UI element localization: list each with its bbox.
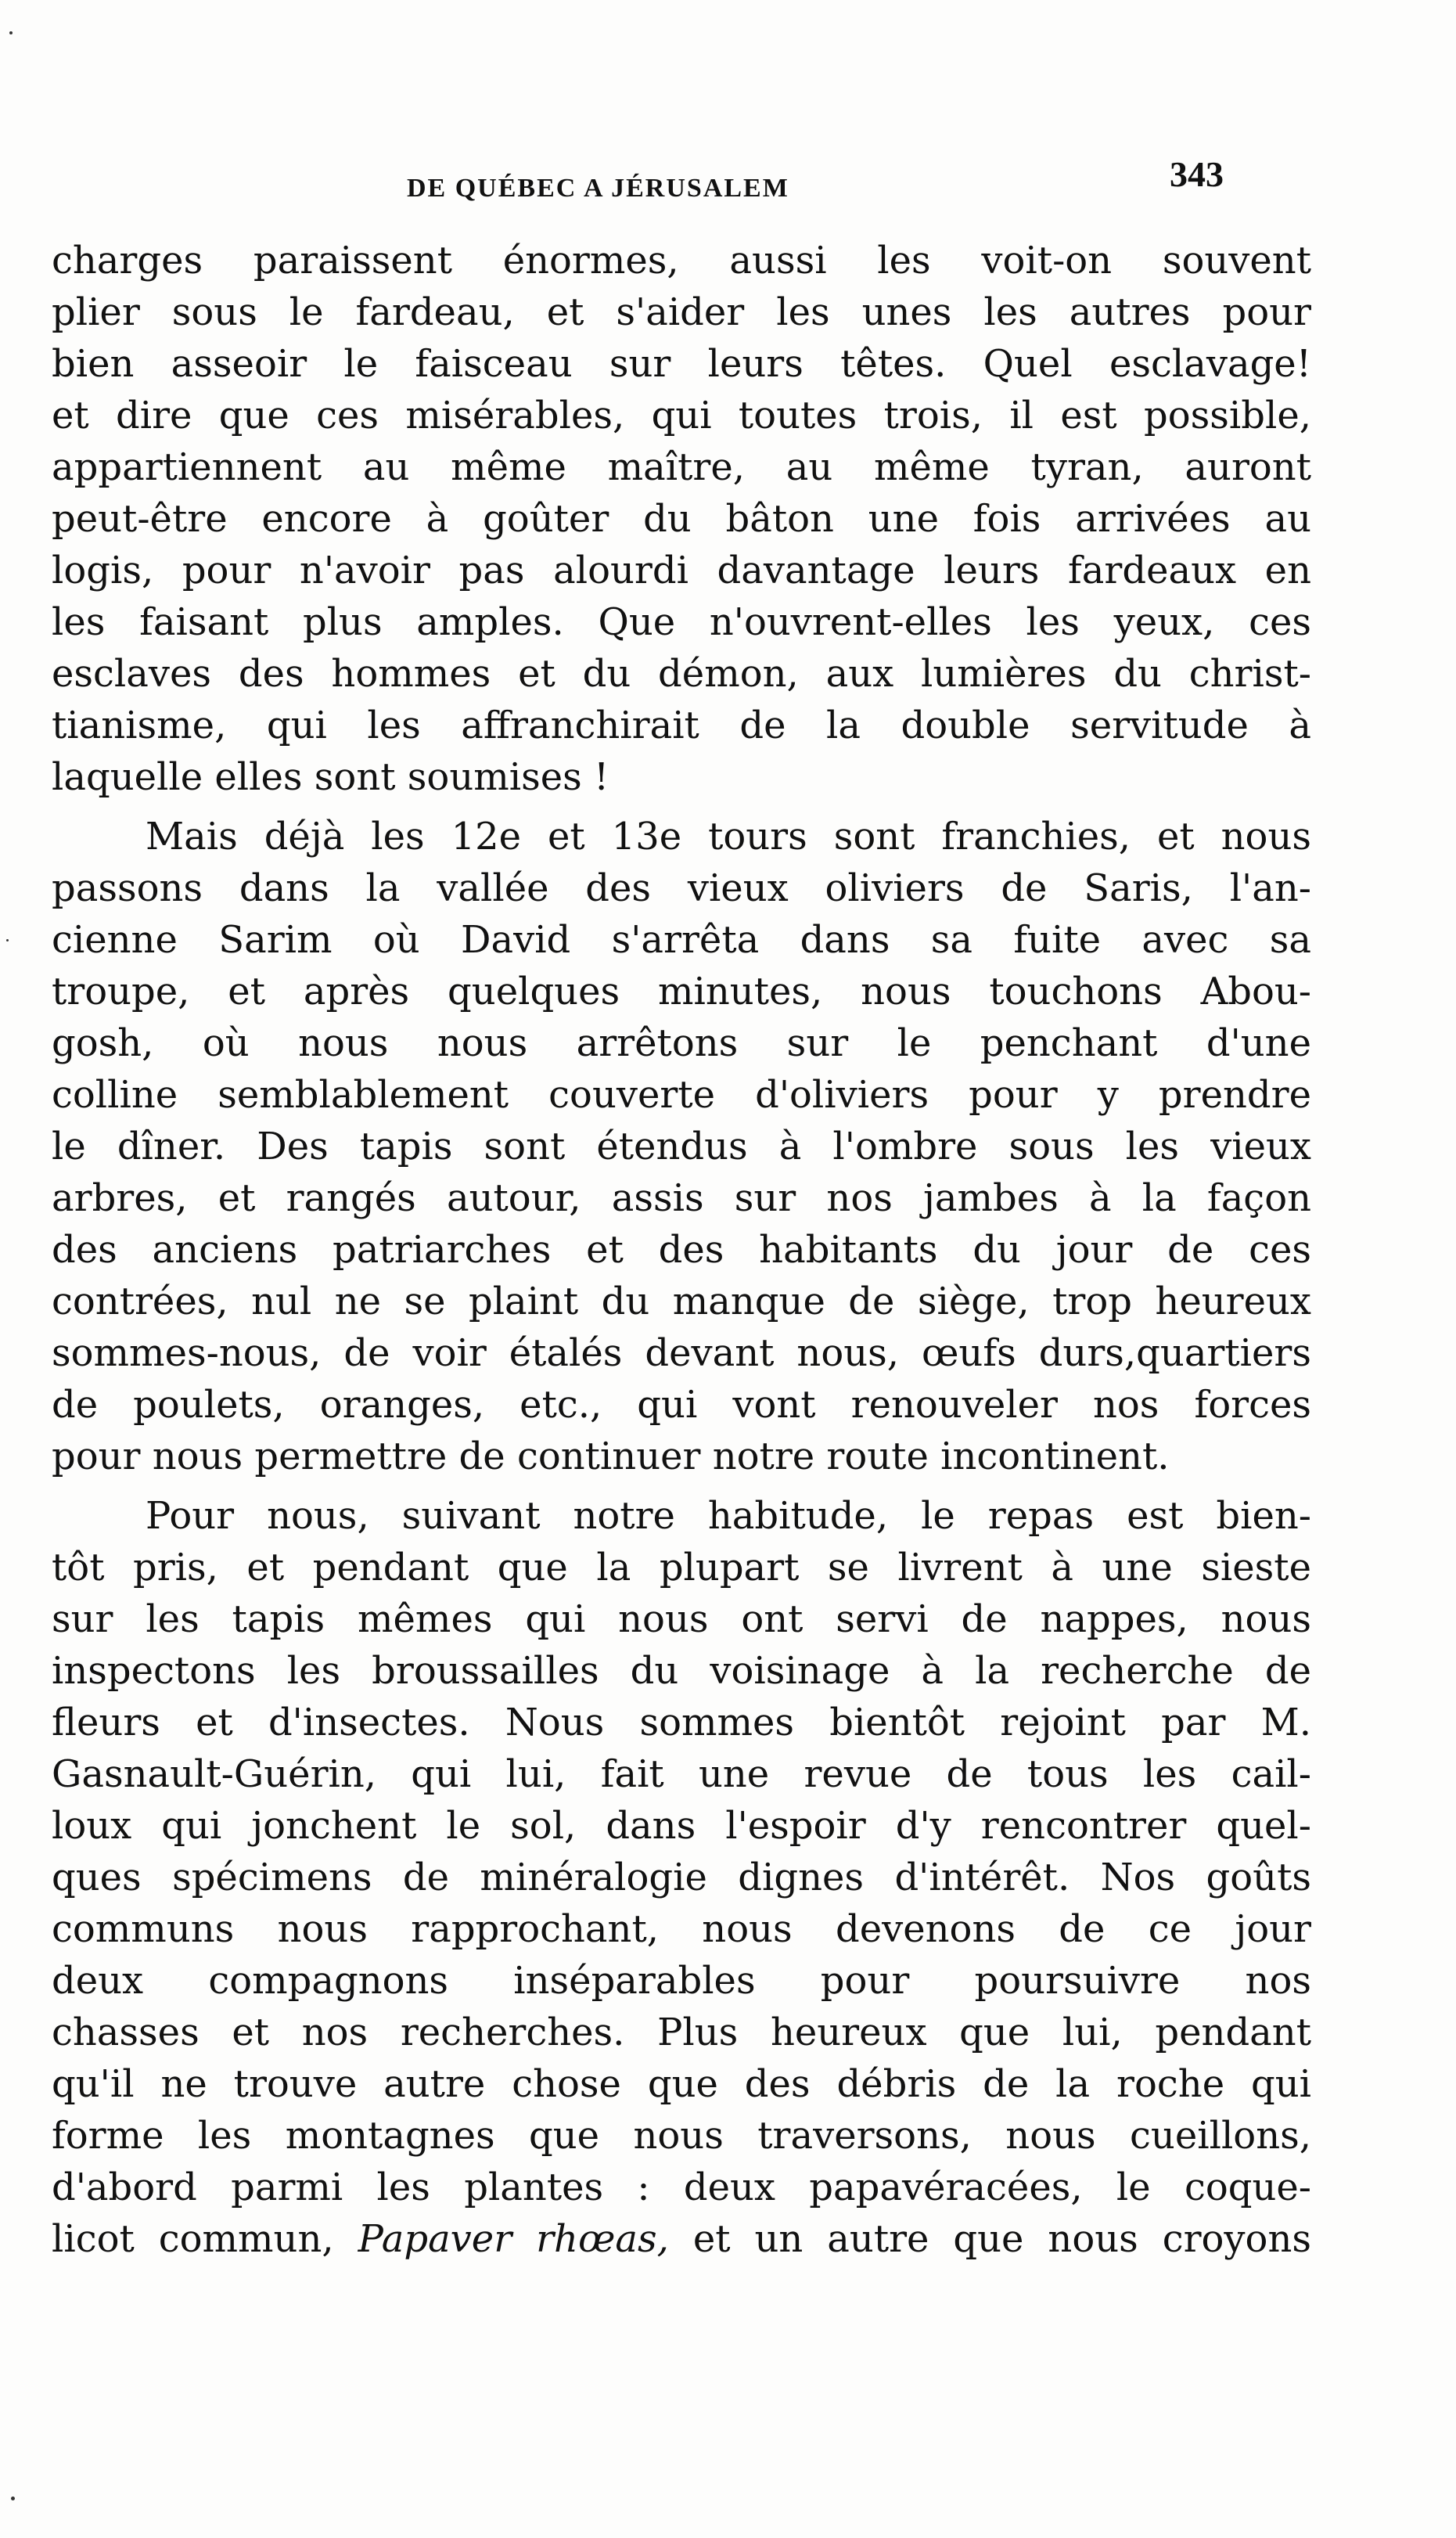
text-line: inspectons les broussailles du voisinage à la recherche de: [52, 1649, 1311, 1693]
text-line: loux qui jonchent le sol, dans l'espoir d'y rencontrer quel-: [52, 1804, 1311, 1848]
text-line: bien asseoir le faisceau sur leurs têtes. Quel esclavage!: [52, 342, 1311, 386]
paragraph-2: [52, 811, 1311, 1482]
text-line: appartiennent au même maître, au même tyran, auront: [52, 445, 1311, 489]
text-line: qu'il ne trouve autre chose que des débris de la roche qui: [52, 2062, 1311, 2106]
text-line: forme les montagnes que nous traversons, nous cueillons,: [52, 2114, 1311, 2158]
italic-latin-name: Papaver rhœas,: [358, 2217, 669, 2261]
running-title: DE QUÉBEC A JÉRUSALEM: [407, 174, 789, 203]
text-line: cienne Sarim où David s'arrêta dans sa fuite avec sa: [52, 918, 1311, 962]
text-line: esclaves des hommes et du démon, aux lumières du christ-: [52, 652, 1311, 696]
text-line: pour nous permettre de continuer notre route incontinent.: [52, 1435, 1170, 1478]
text-line: le dîner. Des tapis sont étendus à l'ombre sous les vieux: [52, 1125, 1311, 1168]
print-speck: [11, 2497, 15, 2500]
text-line: des anciens patriarches et des habitants du jour de ces: [52, 1228, 1311, 1272]
text-line: contrées, nul ne se plaint du manque de siège, trop heureux: [52, 1280, 1311, 1323]
text-line: les faisant plus amples. Que n'ouvrent-elles les yeux, ces: [52, 600, 1311, 644]
text-line: sur les tapis mêmes qui nous ont servi de nappes, nous: [52, 1597, 1311, 1641]
text-line: plier sous le fardeau, et s'aider les unes les autres pour: [52, 290, 1311, 334]
text-line: tôt pris, et pendant que la plupart se livrent à une sieste: [52, 1546, 1311, 1589]
text-line: troupe, et après quelques minutes, nous touchons Abou-: [52, 970, 1311, 1013]
text-line: passons dans la vallée des vieux oliviers de Saris, l'an-: [52, 866, 1311, 910]
text-line: arbres, et rangés autour, assis sur nos jambes à la façon: [52, 1176, 1311, 1220]
text-line: et dire que ces misérables, qui toutes trois, il est possible,: [52, 394, 1311, 437]
paragraph-1: [52, 235, 1311, 803]
text-fragment: licot commun,: [52, 2217, 334, 2261]
paragraph-3: [52, 1490, 1311, 2265]
text-line: logis, pour n'avoir pas alourdi davantage leurs fardeaux en: [52, 549, 1311, 592]
text-line: colline semblablement couverte d'oliviers pour y prendre: [52, 1073, 1311, 1117]
text-line: fleurs et d'insectes. Nous sommes bientôt rejoint par M.: [52, 1701, 1311, 1744]
text-line: Mais déjà les 12e et 13e tours sont franchies, et nous: [146, 815, 1311, 859]
text-line: communs nous rapprochant, nous devenons de ce jour: [52, 1907, 1311, 1951]
text-line: sommes-nous, de voir étalés devant nous, œufs durs,quartiers: [52, 1331, 1311, 1375]
text-line: charges paraissent énormes, aussi les voit-on souvent: [52, 239, 1311, 283]
text-line: Pour nous, suivant notre habitude, le repas est bien-: [146, 1494, 1311, 1538]
body-text: [52, 235, 1311, 2265]
text-line: laquelle elles sont soumises !: [52, 755, 609, 799]
text-line: de poulets, oranges, etc., qui vont renouveler nos forces: [52, 1383, 1311, 1427]
text-line: tianisme, qui les affranchirait de la double servitude à: [52, 704, 1311, 747]
text-line: d'abord parmi les plantes : deux papavéracées, le coque-: [52, 2165, 1311, 2209]
page-number: 343: [1170, 154, 1224, 194]
text-line-final: [52, 2213, 1311, 2265]
text-line: ques spécimens de minéralogie dignes d'intérêt. Nos goûts: [52, 1856, 1311, 1899]
text-line: peut-être encore à goûter du bâton une fois arrivées au: [52, 497, 1311, 541]
text-line: deux compagnons inséparables pour poursuivre nos: [52, 1959, 1311, 2003]
text-line: Gasnault-Guérin, qui lui, fait une revue de tous les cail-: [52, 1752, 1311, 1796]
text-fragment: et un autre que nous croyons: [692, 2217, 1311, 2261]
print-speck: [9, 31, 13, 34]
text-line: chasses et nos recherches. Plus heureux que lui, pendant: [52, 2011, 1311, 2054]
print-speck: [6, 939, 9, 941]
text-line: gosh, où nous nous arrêtons sur le penchant d'une: [52, 1021, 1311, 1065]
